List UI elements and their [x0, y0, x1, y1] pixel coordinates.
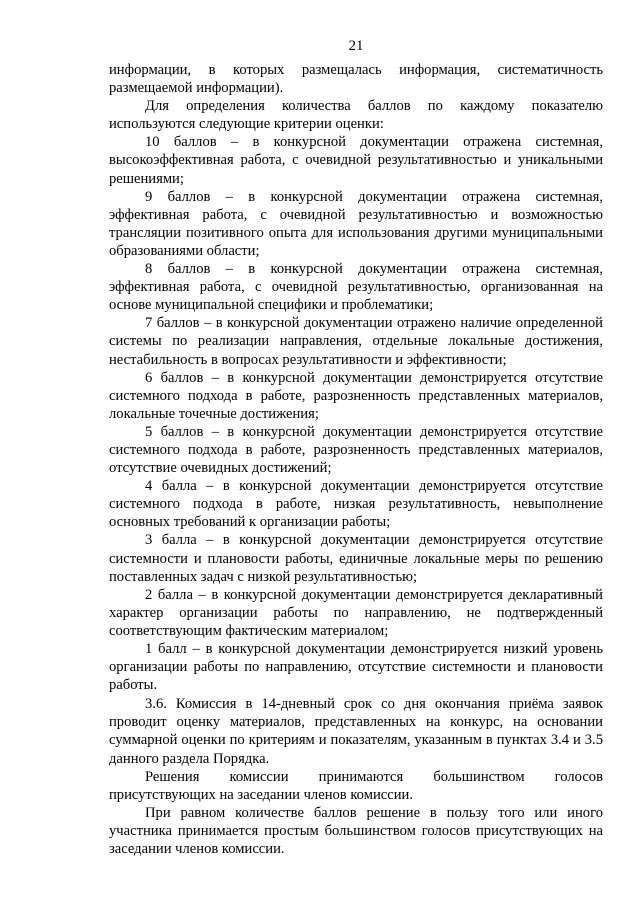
paragraph-decisions: Решения комиссии принимаются большинством голосов присутствующих на заседании членов комиссии. [109, 768, 603, 803]
paragraph-criteria-intro: Для определения количества баллов по каждому показателю используются следующие критерии оценки: [109, 98, 603, 133]
paragraph-score-4: 4 балла – в конкурсной документации демонстрируется отсутствие системного подхода в работе, низкая результативность, невыполнение основных требований к организации работы; [109, 478, 603, 531]
paragraph-score-9: 9 баллов – в конкурсной документации отражена системная, эффективная работа, с очевидной результативностью и возможностью трансляции позитивного опыта для использования другими муниципальными образованиями области; [109, 188, 603, 259]
paragraph-score-10: 10 баллов – в конкурсной документации отражена системная, высокоэффективная работа, с очевидной результативностью и уникальными решениями; [109, 134, 603, 187]
paragraph-continuation: информации, в которых размещалась информация, систематичность размещаемой информации). [109, 62, 603, 97]
paragraph-section-3-6: 3.6. Комиссия в 14-дневный срок со дня окончания приёма заявок проводит оценку материалов, представленных на конкурс, на основании суммарной оценки по критериям и показателям, указанным в пунктах 3.4 и 3.5 данного раздела Порядка. [109, 696, 603, 767]
paragraph-score-5: 5 баллов – в конкурсной документации демонстрируется отсутствие системного подхода в работе, разрозненность представленных материалов, отсутствие очевидных достижений; [109, 423, 603, 477]
page-number: 21 [348, 38, 364, 54]
paragraph-score-2: 2 балла – в конкурсной документации демонстрируется декларативный характер организации работы по направлению, не подтвержденный соответствующим фактическим материалом; [109, 586, 603, 639]
paragraph-score-3: 3 балла – в конкурсной документации демонстрируется отсутствие системности и плановости работы, единичные локальные меры по решению поставленных задач с низкой результативностью; [109, 532, 603, 585]
paragraph-score-8: 8 баллов – в конкурсной документации отражена системная, эффективная работа, с очевидной результативностью, организованная на основе муниципальной специфики и проблематики; [109, 261, 603, 314]
paragraph-score-1: 1 балл – в конкурсной документации демонстрируется низкий уровень организации работы по направлению, отсутствие системности и плановости работы. [109, 641, 603, 694]
paragraph-score-6: 6 баллов – в конкурсной документации демонстрируется отсутствие системного подхода в работе, разрозненность представленных материалов, локальные точечные достижения; [109, 369, 603, 422]
paragraph-score-7: 7 баллов – в конкурсной документации отражено наличие определенной системы по реализации направления, отдельные локальные достижения, нестабильность в вопросах результативности и эффективности; [109, 315, 603, 368]
paragraph-tie-rule: При равном количестве баллов решение в пользу того или иного участника принимается простым большинством голосов присутствующих на заседании членов комиссии. [109, 804, 603, 858]
